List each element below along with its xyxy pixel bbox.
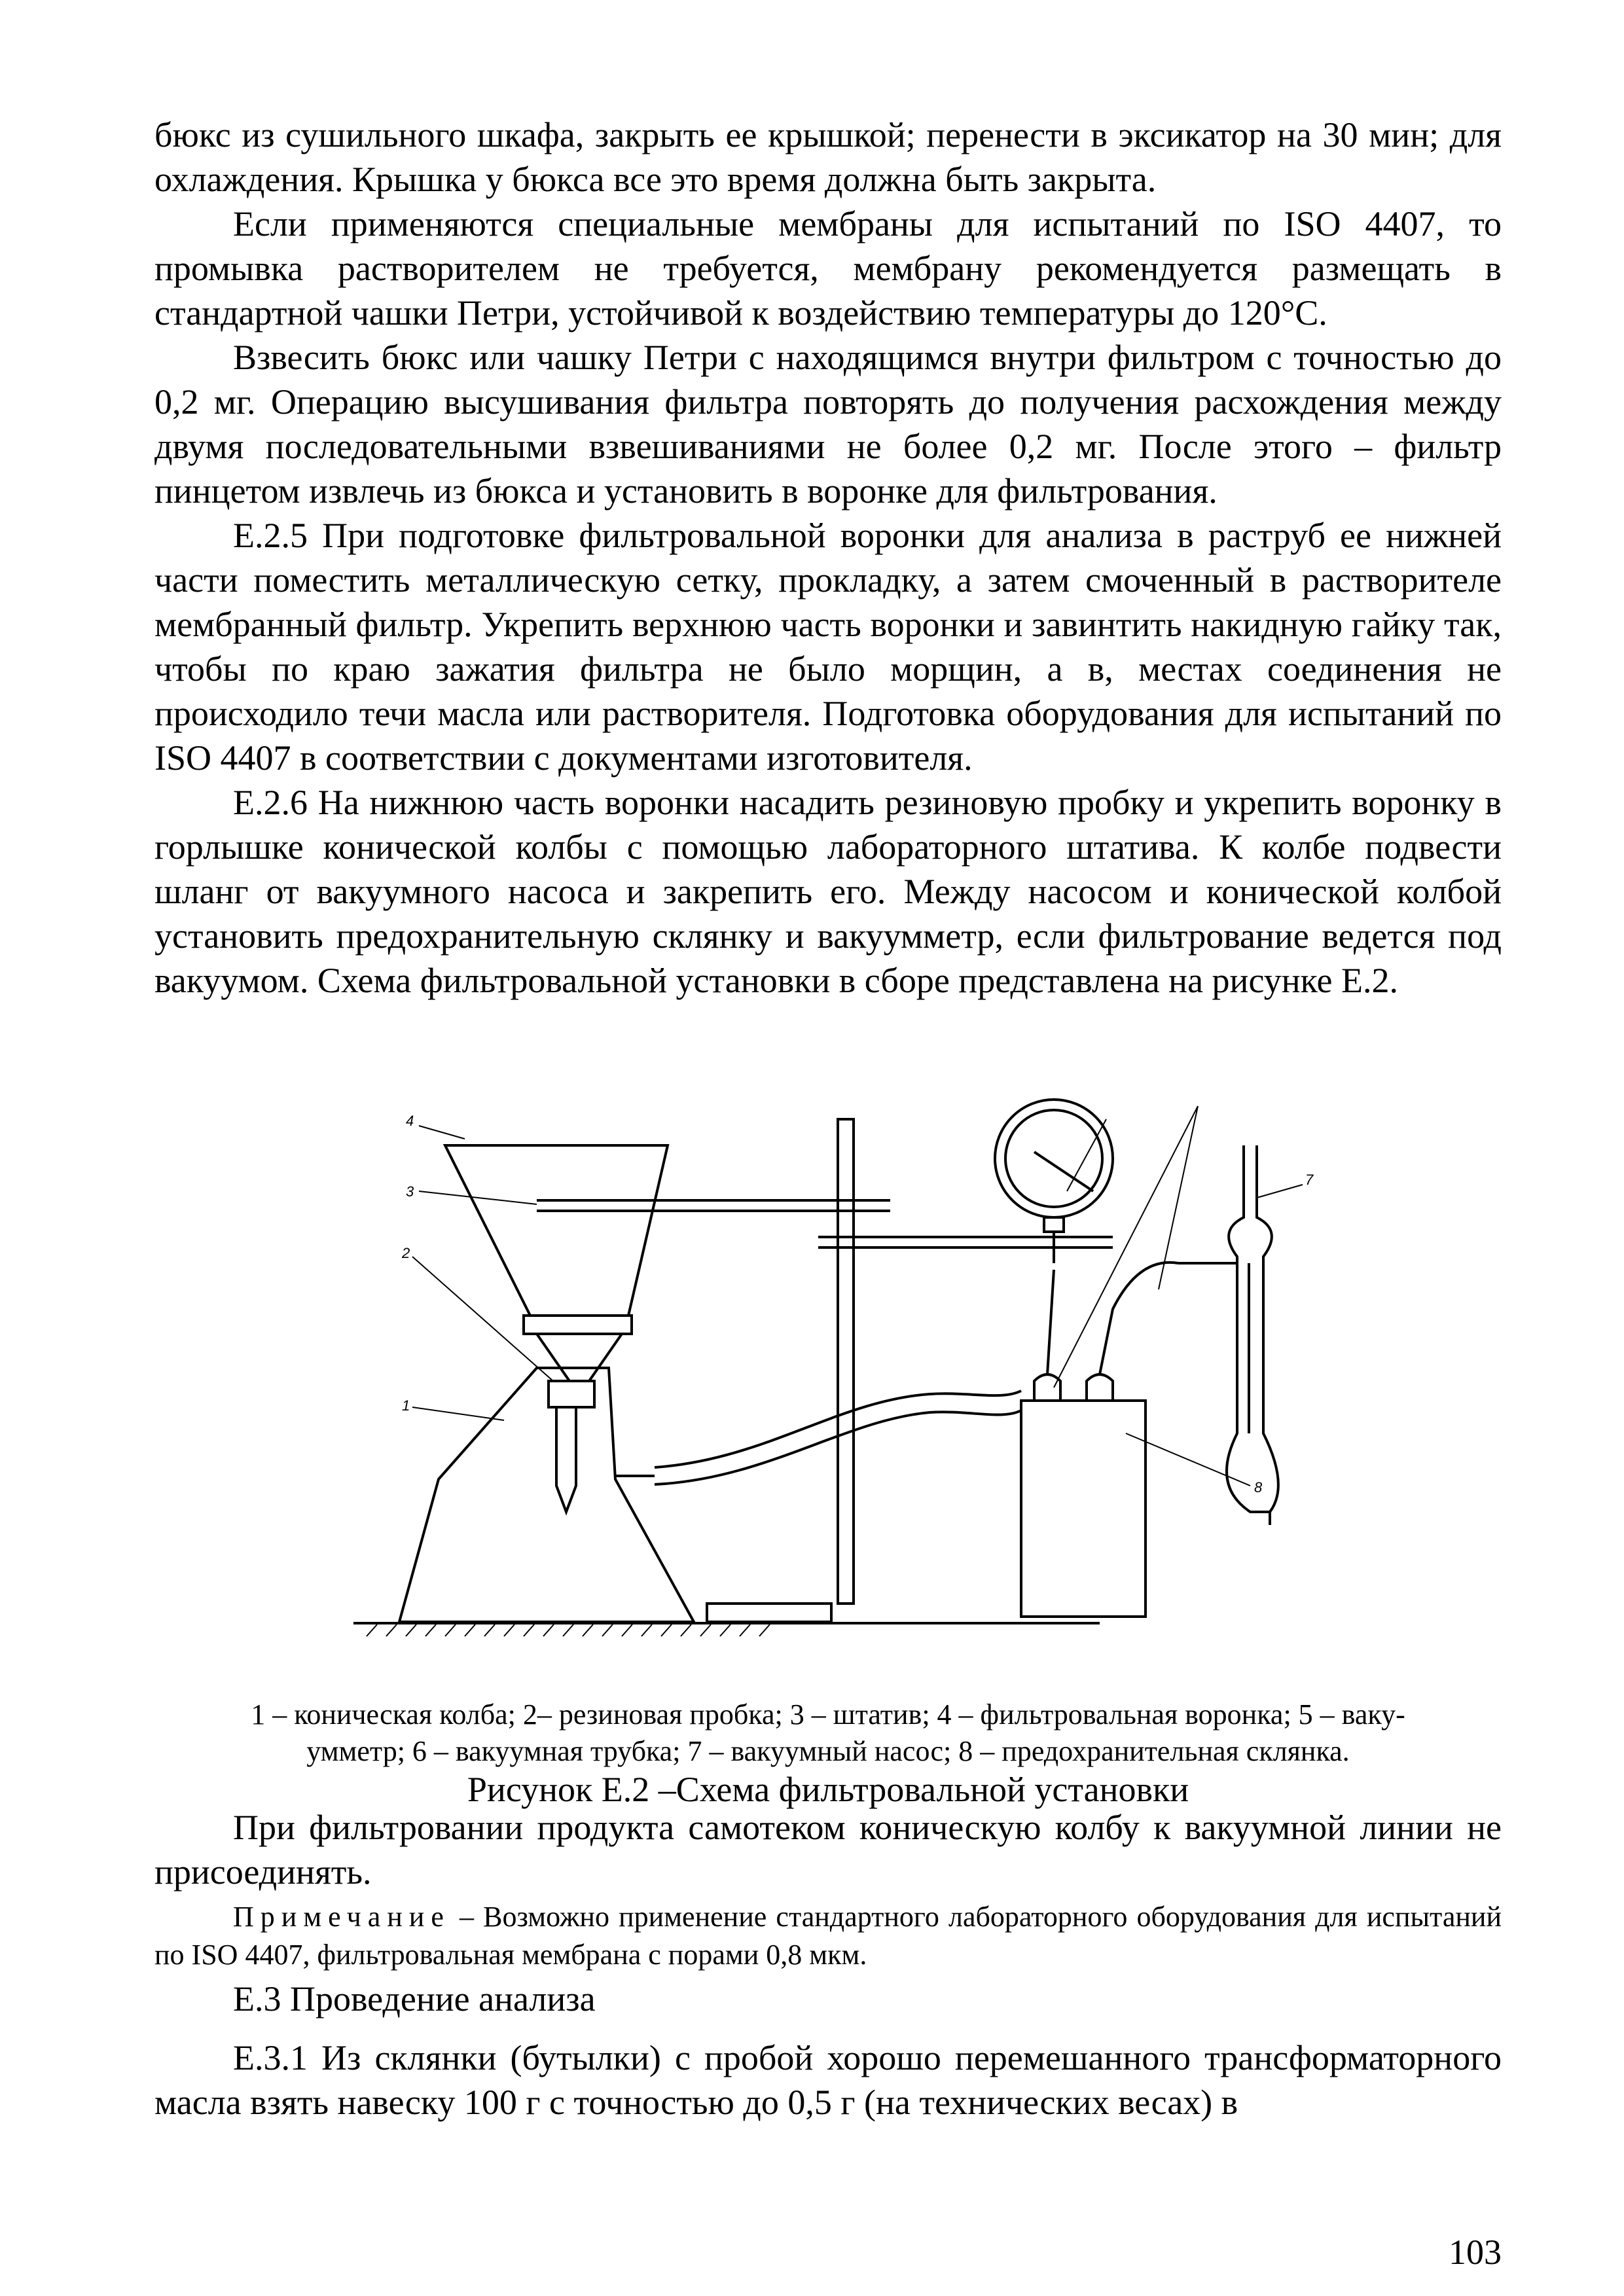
label-4: 4 [406, 1113, 414, 1129]
page-number: 103 [1449, 2233, 1502, 2272]
label-1: 1 [402, 1397, 410, 1414]
note-block [154, 1898, 1502, 1974]
paragraph-2: Если применяются специальные мембраны для испытаний по ISO 4407, то промывка растворителем не требуется, мембрану рекомендуется размещать в стандартной чашки Петри, устойчивой к воздействию температуры до 120°С. [154, 204, 1502, 332]
paragraph-after-figure-block [154, 1805, 1502, 1894]
section-heading-e3: Е.3 Проведение анализа [233, 1979, 596, 2018]
section-e3-block [154, 1977, 1502, 2125]
paragraph-3: Взвесить бюкс или чашку Петри с находящимся внутри фильтром с точностью до 0,2 мг. Операцию высушивания фильтра повторять до получения расхождения между двумя последовательными взвешиваниями не более 0,2 мг. После этого – фильтр пинцетом извлечь из бюкса и установить в воронке для фильтрования. [154, 338, 1502, 511]
paragraph-e25: Е.2.5 При подготовке фильтровальной воронки для анализа в раструб ее нижней части поместить металлическую сетку, прокладку, а затем смоченный в растворителе мембранный фильтр. Укрепить верхнюю часть воронки и завинтить накидную гайку так, чтобы по краю зажатия фильтра не было морщин, а в, местах соединения не происходило течи масла или растворителя. Подготовка оборудования для испытаний по ISO 4407 в соответствии с документами изготовителя. [154, 516, 1502, 778]
note-label: Примечание [233, 1901, 450, 1933]
paragraph-1: бюкс из сушильного шкафа, закрыть ее крышкой; перенести в эксикатор на 30 мин; для охлаждения. Крышка у бюкса все это время должна быть закрыта. [154, 115, 1502, 199]
note-text: – Возможно применение стандартного лабораторного оборудования для испытаний по ISO 4407, фильтровальная мембрана с порами 0,8 мкм. [154, 1901, 1502, 1971]
top-text-block [154, 113, 1502, 1003]
figure-caption-line-1: 1 – коническая колба; 2– резиновая пробка; 3 – штатив; 4 – фильтровальная воронка; 5 – ваку- [251, 1698, 1405, 1731]
label-3: 3 [406, 1183, 414, 1200]
label-2: 2 [402, 1245, 410, 1261]
figure-title: Рисунок Е.2 –Схема фильтровальной установки [467, 1770, 1189, 1809]
paragraph-e26: Е.2.6 На нижнюю часть воронки насадить резиновую пробку и укрепить воронку в горлышке конической колбы с помощью лабораторного штатива. К колбе подвести шланг от вакуумного насоса и закрепить его. Между насосом и конической колбой установить предохранительную склянку и вакуумметр, если фильтрование ведется под вакуумом. Схема фильтровальной установки в сборе представлена на рисунке Е.2. [154, 783, 1502, 1000]
paragraph-e31: Е.3.1 Из склянки (бутылки) с пробой хорошо перемешанного трансформаторного масла взять навеску 100 г с точностью до 0,5 г (на технических весах) в [154, 2038, 1502, 2122]
filtration-setup-diagram [340, 1093, 1427, 1656]
label-8: 8 [1254, 1479, 1263, 1496]
figure-caption-line-2: умметр; 6 – вакуумная трубка; 7 – вакуумный насос; 8 – предохранительная склянка. [306, 1735, 1350, 1767]
paragraph-after-figure: При фильтровании продукта самотеком коническую колбу к вакуумной линии не присоединять. [154, 1808, 1502, 1892]
label-7: 7 [1305, 1172, 1314, 1188]
